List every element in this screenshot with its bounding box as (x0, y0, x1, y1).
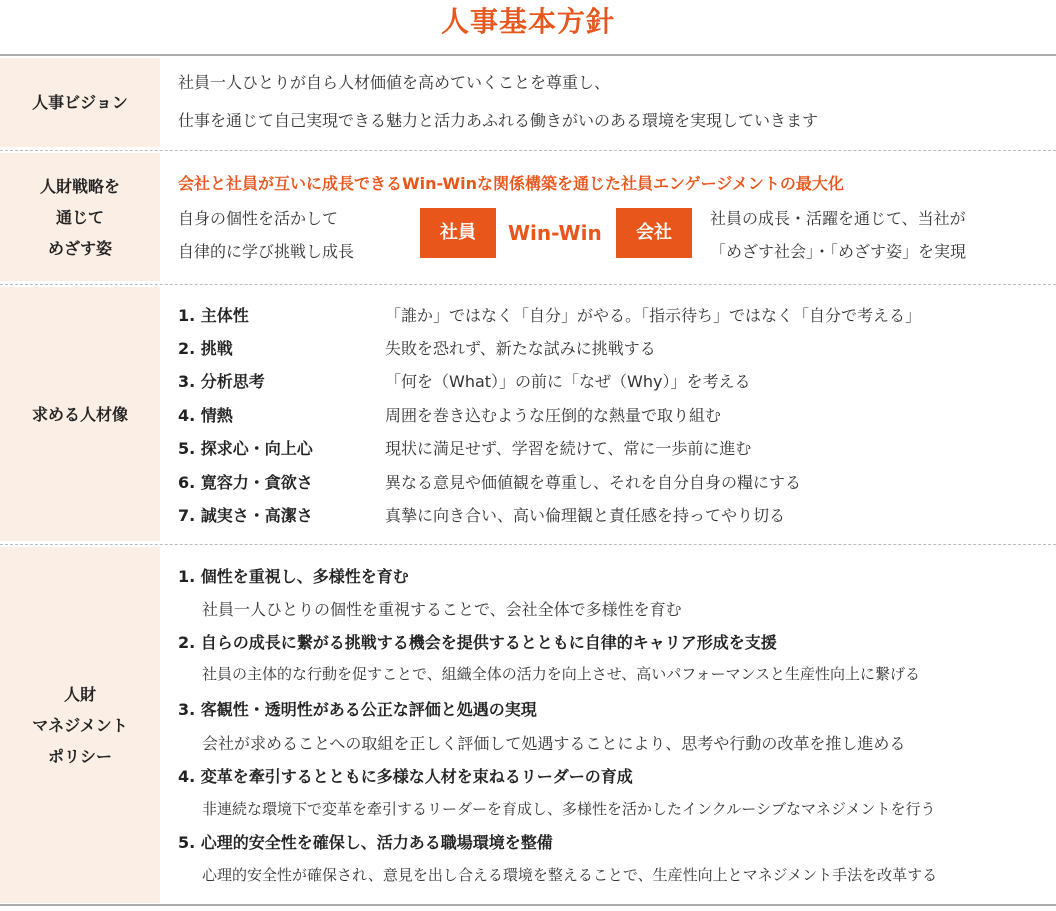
row-divider (0, 544, 1056, 545)
strategy-headline: 会社と社員が互いに成長できるWin-Winな関係構築を通じた社員エンゲージメントの最大化 (178, 174, 844, 193)
talent-item-name: 6. 寛容力・貪欲さ (178, 473, 313, 492)
talent-item-desc: 「何を（What）」の前に「なぜ（Why）」を考える (385, 372, 751, 391)
row-divider (0, 284, 1056, 285)
talent-item-desc: 真摯に向き合い、高い倫理観と責任感を持ってやり切る (385, 506, 786, 525)
talent-item-desc: 周囲を巻き込むような圧倒的な熱量で取り組む (385, 406, 722, 425)
strategy-label-line-1: 人財戦略を (39, 176, 120, 196)
policy-item-desc: 心理的安全性が確保され、意見を出し合える環境を整えることで、生産性向上とマネジメント手法を改革する (202, 866, 938, 884)
strategy-label-line-3: めざす姿 (47, 238, 112, 258)
page-title: 人事基本方針 (440, 5, 615, 38)
vision-line-2: 仕事を通じて自己実現できる魅力と活力あふれる働きがいのある環境を実現していきます (178, 111, 819, 130)
talent-item-name: 1. 主体性 (178, 306, 249, 325)
talent-item-desc: 「誰か」ではなく「自分」がやる。「指示待ち」ではなく「自分で考える」 (385, 306, 922, 325)
employee-chip: 社員 (420, 208, 496, 258)
top-rule (0, 54, 1056, 56)
vision-label-cell (0, 58, 160, 147)
talent-item-name: 4. 情熱 (178, 406, 233, 425)
vision-line-1: 社員一人ひとりが自ら人材価値を高めていくことを尊重し、 (178, 73, 611, 92)
company-chip: 会社 (616, 208, 692, 258)
policy-label-line-3: ポリシー (47, 746, 112, 766)
talent-label: 求める人材像 (31, 404, 128, 424)
talent-item-name: 3. 分析思考 (178, 372, 265, 391)
talent-item-name: 2. 挑戦 (178, 339, 233, 358)
row-divider (0, 150, 1056, 151)
policy-label-cell (0, 547, 160, 903)
talent-item-name: 7. 誠実さ・高潔さ (178, 506, 313, 525)
policy-item-head: 1. 個性を重視し、多様性を育む (178, 567, 409, 586)
vision-label: 人事ビジョン (32, 93, 128, 112)
strategy-label-line-2: 通じて (55, 207, 104, 227)
talent-item-desc: 現状に満足せず、学習を続けて、常に一歩前に進む (385, 439, 752, 458)
talent-item-name: 5. 探求心・向上心 (178, 439, 313, 458)
strategy-right-line-1: 社員の成長・活躍を通じて、当社が (710, 209, 966, 228)
bottom-rule (0, 904, 1056, 906)
talent-label-cell (0, 287, 160, 541)
policy-label-line-1: 人財 (63, 684, 96, 704)
policy-item-head: 2. 自らの成長に繋がる挑戦する機会を提供するとともに自律的キャリア形成を支援 (178, 633, 777, 652)
policy-item-desc: 社員の主体的な行動を促すことで、組織全体の活力を向上させ、高いパフォーマンスと生産性向上に繋げる (202, 665, 921, 683)
win-win-text: Win-Win (508, 221, 602, 245)
policy-item-head: 5. 心理的安全性を確保し、活力ある職場環境を整備 (178, 833, 553, 852)
policy-label-line-2: マネジメント (32, 715, 128, 735)
strategy-right-line-2: 「めざす社会」・「めざす姿」を実現 (710, 242, 967, 261)
strategy-left-line-2: 自律的に学び挑戦し成長 (178, 242, 355, 261)
policy-item-desc: 非連続な環境下で変革を牽引するリーダーを育成し、多様性を活かしたインクルーシブなマネジメントを行う (202, 800, 936, 818)
strategy-left-line-1: 自身の個性を活かして (178, 209, 339, 228)
policy-item-desc: 社員一人ひとりの個性を重視することで、会社全体で多様性を育む (202, 600, 682, 619)
policy-item-head: 3. 客観性・透明性がある公正な評価と処遇の実現 (178, 700, 537, 719)
talent-item-desc: 異なる意見や価値観を尊重し、それを自分自身の糧にする (385, 473, 802, 492)
policy-item-head: 4. 変革を牽引するとともに多様な人材を束ねるリーダーの育成 (178, 767, 633, 786)
policy-item-desc: 会社が求めることへの取組を正しく評価して処遇することにより、思考や行動の改革を推し進める (202, 734, 906, 753)
strategy-label-cell (0, 153, 160, 281)
talent-item-desc: 失敗を恐れず、新たな試みに挑戦する (385, 339, 656, 358)
